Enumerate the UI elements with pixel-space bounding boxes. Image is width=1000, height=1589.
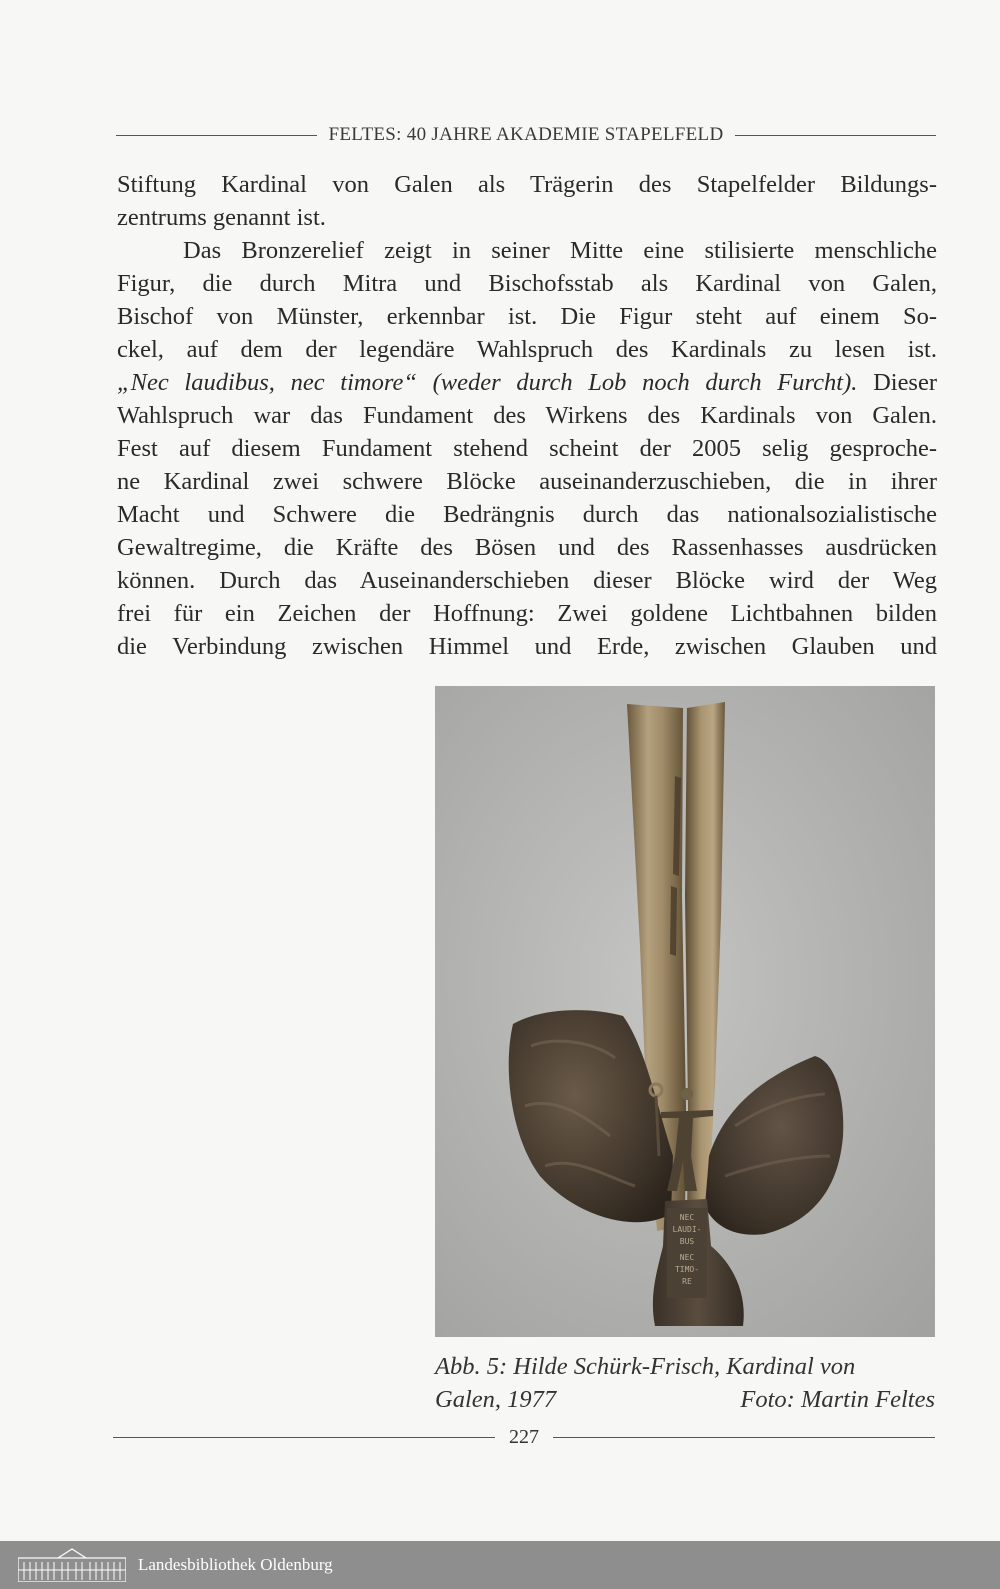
body-line: können. Durch das Auseinanderschieben dieser Blöcke wird der Weg	[117, 567, 937, 594]
library-bar	[0, 1541, 1000, 1589]
body-line: Wahlspruch war das Fundament des Wirkens des Kardinals von Galen.	[117, 402, 937, 429]
bronze-relief-photo	[435, 686, 935, 1337]
page-number: 227	[509, 1426, 539, 1448]
page-footer	[113, 1426, 935, 1449]
footer-rule-right	[553, 1437, 935, 1438]
header-rule-left	[116, 135, 317, 136]
plinth-text-line: NEC	[679, 1253, 695, 1262]
library-building-icon	[18, 1548, 126, 1582]
body-line-tail: Dieser	[873, 369, 938, 396]
body-line: die Verbindung zwischen Himmel und Erde, zwischen Glauben und	[117, 633, 937, 660]
plinth-text-line: TIMO-	[674, 1265, 700, 1274]
body-line: Bischof von Münster, erkennbar ist. Die Figur steht auf einem So-	[117, 303, 937, 330]
footer-rule-left	[113, 1437, 495, 1438]
caption-line-1	[435, 1350, 935, 1383]
motto-quote: „Nec laudibus, nec timore“ (weder durch Lob noch durch Furcht).	[117, 369, 858, 396]
body-line: Figur, die durch Mitra und Bischofsstab als Kardinal von Galen,	[117, 270, 937, 297]
body-line: Das Bronzerelief zeigt in seiner Mitte eine stilisierte menschliche	[183, 237, 937, 264]
body-line: Stiftung Kardinal von Galen als Trägerin des Stapelfelder Bildungs-	[117, 171, 937, 198]
caption-title-year: Galen, 1977	[435, 1386, 557, 1413]
body-line: zentrums genannt ist.	[117, 204, 326, 231]
header-rule-right	[735, 135, 936, 136]
body-line: Gewaltregime, die Kräfte des Bösen und des Rassenhasses ausdrücken	[117, 534, 937, 561]
body-line: Fest auf diesem Fundament stehend scheint der 2005 selig gesproche-	[117, 435, 937, 462]
running-header-title: FELTES: 40 JAHRE AKADEMIE STAPELFELD	[328, 124, 724, 145]
body-text	[117, 168, 937, 663]
figure-head	[681, 1088, 693, 1100]
body-line: ckel, auf dem der legendäre Wahlspruch des Kardinals zu lesen ist.	[117, 336, 937, 363]
plinth-text-line: BUS	[679, 1237, 695, 1246]
caption-line-2	[435, 1383, 935, 1416]
plinth-text-line: LAUDI-	[672, 1225, 702, 1234]
plinth-text-line: NEC	[679, 1213, 695, 1222]
caption-text-1: Abb. 5: Hilde Schürk-Frisch, Kardinal von	[435, 1353, 856, 1380]
body-line: Macht und Schwere die Bedrängnis durch das nationalsozialistische	[117, 501, 937, 528]
caption-photo-credit: Foto: Martin Feltes	[740, 1386, 935, 1413]
running-header	[116, 124, 936, 146]
library-name: Landesbibliothek Oldenburg	[138, 1555, 333, 1574]
plinth-text-line: RE	[682, 1277, 692, 1286]
bronze-relief-illustration	[435, 686, 935, 1337]
body-line: frei für ein Zeichen der Hoffnung: Zwei goldene Lichtbahnen bilden	[117, 600, 937, 627]
figure-caption	[435, 1350, 935, 1416]
body-line: ne Kardinal zwei schwere Blöcke auseinanderzuschieben, die in ihrer	[117, 468, 937, 495]
body-line-quote	[117, 366, 937, 399]
